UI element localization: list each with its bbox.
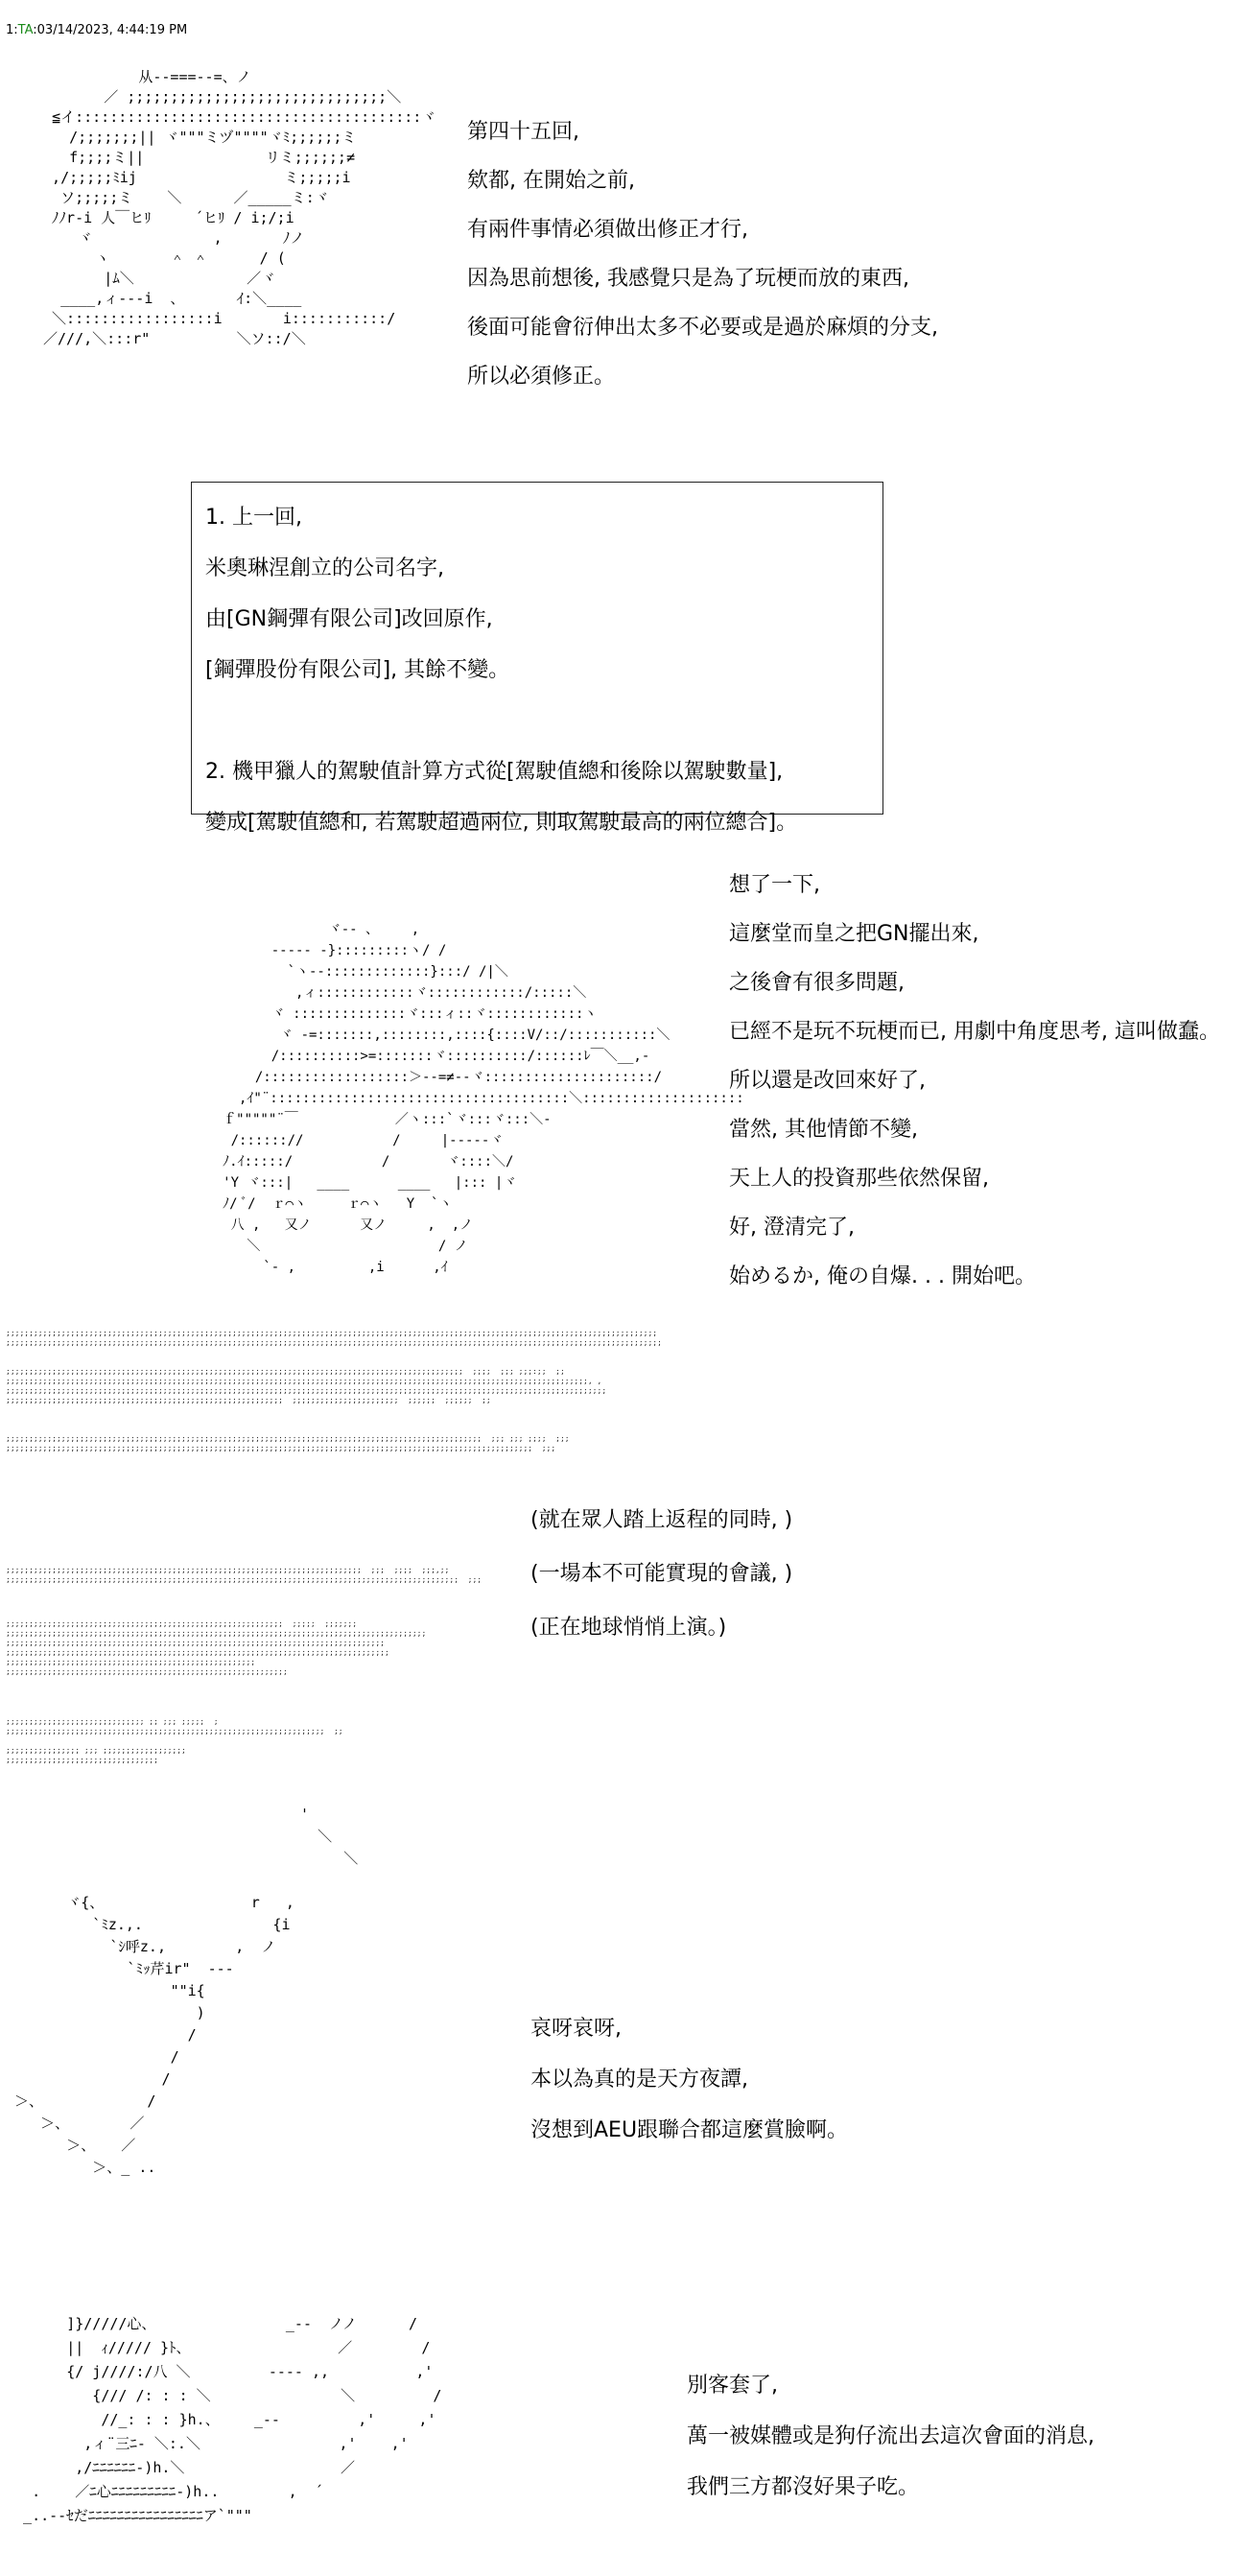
clarification-line: 這麼堂而皇之把GN擺出來, xyxy=(729,922,979,946)
dotted-scenery-art-4: ;;;;;;;;;;;;;;;;;;;;;;;;;;;;;; ;; ;;; ;;;;; ; ;;;;;;;;;;;;;;;;;;;;;;;;;;;;;;;;;;;;;;;;;;;;;;;;;;;;;;;;;;;;;;;;;;;;; ;; ;;;;;;;;;;;;;;;; ;;; ;;;;;;;;;;;;;;;;;; ;;;;;;;;;;;;;;;;;;;;;;;;;;;;;;;;; xyxy=(6,1717,343,1764)
ascii-art-character-4: ]}/////心、 _-- ノノ / || ｨ///// }ﾄ、 ／ / {/ j////:/八 ＼ ---- ,, ,' {/// /: : : ＼ ＼ / //_: : : }h.、 _-- ,' ,' ,ィ¨三ﾆ- ＼:.＼ ,' ,' ,/ﾆﾆﾆﾆﾆﾆ-)h.＼ ／ . ／ﾆ心ﾆﾆﾆﾆﾆﾆﾆﾆﾆ-)h.. , ´ _..--ｾだﾆﾆﾆﾆﾆﾆﾆﾆﾆﾆﾆﾆﾆﾆﾆﾆア`""" xyxy=(23,2315,442,2524)
dialogue-line: 沒想到AEU跟聯合都這麼賞臉啊。 xyxy=(530,2118,849,2142)
narration-line: (就在眾人踏上返程的同時, ) xyxy=(530,1508,793,1532)
ascii-art-character-1: 从--===--=、ノ ／ ;;;;;;;;;;;;;;;;;;;;;;;;;;;;;;＼ ≦イ::::::::::::::::::::::::::::::::::::::::ヾ /;;;;;;;|| ヾ"""ミヅ""""ヾﾐ;;;;;;ミ f;;;;ミ|| リミ;;;;;;≠ ,/;;;;;ﾐij ミ;;;;;i ソ;;;;;ミ ＼ ／_____ミ:ヾ ﾉﾉr-i 人￣ヒﾘ ´ヒﾘ / i;/;i ヾ , ﾉノ ヽ ＾ ＾ / ( |ﾑ＼ ／ヾ ____,ィ---i 、 ｲ:＼____ ＼:::::::::::::::::i i:::::::::::/ ／///,＼:::r" ＼ソ::/＼ xyxy=(43,68,436,347)
dialogue-line: 本以為真的是天方夜譚, xyxy=(530,2068,748,2092)
intro-line: 有兩件事情必須做出修正才行, xyxy=(467,218,748,242)
intro-line: 因為思前想後, 我感覺只是為了玩梗而放的東西, xyxy=(467,267,909,291)
dotted-scenery-art-1: ;;;;;;;;;;;;;;;;;;;;;;;;;;;;;;;;;;;;;;;;;;;;;;;;;;;;;;;;;;;;;;;;;;;;;;;;;;;;;;;;;;;;;;;;;;;;;;;;;;;;;;;;;;;;;;;;;;;;;;;;;;;;;;;;;;;;;;;;;;;;; ;;;;;;;;;;;;;;;;;;;;;;;;;;;;;;;;;;;;;;;;;;;;;;;;;;;;;;;;;;;;;;;;;;;;;;;;;;;;;;;;;;;;;;;;;;;;;;;;;;;;;;;;;;;;;;;;;;;;;;;;;;;;;;;;;;;;;;;;;;;;;; ;;;;;;;;;;;;;;;;;;;;;;;;;;;;;;;;;;;;;;;;;;;;;;;;;;;;;;;;;;;;;;;;;;;;;;;;;;;;;;;;;;;;;;;;;;;;;;;;;;; ;;;; ;;; ;;;:;; ;; ;;;;;;;;;;;;;;;;;;;;;;;;;;;;;;;;;;;;;;;;;;;;;;;;;;;;;;;;;;;;;;;;;;;;;;;;;;;;;;;;;;;;;;;;;;;;;;;;;;;;;;;;;;;;;;;;;;;;;;;;;;;;;;, , ;;;;;;;;;;;;;;;;;;;;;;;;;;;;;;;;;;;;;;;;;;;;;;;;;;;;;;;;;;;;;;;;;;;;;;;;;;;;;;;;;;;;;;;;;;;;;;;;;;;;;;;;;;;;;;;;;;;;;;;;;;;;;;;;;; ;;;;;;;;;;;;;;;;;;;;;;;;;;;;;;;;;;;;;;;;;;;;;;;;;;;;;;;;;;;; ;;;;;;;;;;;;;;;;;;;;;;; ;;;;;; ;;;;;; ;; ;;;;;;;;;;;;;;;;;;;;;;;;;;;;;;;;;;;;;;;;;;;;;;;;;;;;;;;;;;;;;;;;;;;;;;;;;;;;;;;;;;;;;;;;;;;;;;;;;;;;;;; ;;; ;;; ;;;; ;;; ;;;;;;;;;;;;;;;;;;;;;;;;;;;;;;;;;;;;;;;;;;;;;;;;;;;;;;;;;;;;;;;;;;;;;;;;;;;;;;;;;;;;;;;;;;;;;;;;;;;;;;;;;;;;;;;;;; ;;; xyxy=(6,1329,662,1453)
narration-text xyxy=(530,1494,792,1655)
notice-line: 由[GN鋼彈有限公司]改回原作, xyxy=(205,607,493,631)
post-author[interactable]: TA xyxy=(17,23,34,37)
notice-line xyxy=(205,696,797,746)
dotted-scenery-art-2: ;;;;;;;;;;;;;;;;;;;;;;;;;;;;;;;;;;;;;;;;;;;;;;;;;;;;;;;;;;;;;;;;;;;;;;;;;;;;; ;;; ;;;; ;;;,;; ;;;;;;;;;;;;;;;;;;;;;;;;;;;;;;;;;;;;;;;;;;;;;;;;;;;;;;;;;;;;;;;;;;;;;;;;;;;;;;;;;;;;;;;;;;;;;;;;;; ;;; xyxy=(6,1566,482,1584)
clarification-line: 之後會有很多問題, xyxy=(729,971,905,995)
dialogue-line: 我們三方都沒好果子吃。 xyxy=(687,2475,920,2499)
notice-line: 米奧琳涅創立的公司名字, xyxy=(205,556,444,580)
notice-line: 變成[駕駛值總和, 若駕駛超過兩位, 則取駕駛最高的兩位總合]。 xyxy=(205,811,798,835)
clarification-line: 始めるか, 俺の自爆. . . 開始吧。 xyxy=(729,1264,1036,1288)
clarification-text xyxy=(729,861,1220,1301)
clarification-line: 當然, 其他情節不變, xyxy=(729,1118,918,1142)
clarification-line: 已經不是玩不玩梗而已, 用劇中角度思考, 這叫做蠢。 xyxy=(729,1020,1220,1044)
dotted-scenery-art-3: ;;;;;;;;;;;;;;;;;;;;;;;;;;;;;;;;;;;;;;;;;;;;;;;;;;;;;;;;;;;; ;;;;; ;;;;;;; ;;;;;;;;;;;;;;;;;;;;;;;;;;;;;;;;;;;;;;;;;;;;;;;;;;;;;;;;;;;;;;;;;;;;;;;;;;;;;;;;;;;;;;;;;;; ;;;;;;;;;;;;;;;;;;;;;;;;;;;;;;;;;;;;;;;;;;;;;;;;;;;;;;;;;;;;;;;;;;;;;;;;;;;;;;;;;; ;;;;;;;;;;;;;;;;;;;;;;;;;;;;;;;;;;;;;;;;;;;;;;;;;;;;;;;;;;;;;;;;;;;;;;;;;;;;;;;;;;; ;;;;;;;;;;;;;;;;;;;;;;;;;;;;;;;;;;;;;;;;;;;;;;;;;;;;;; ;;;;;;;;;;;;;;;;;;;;;;;;;;;;;;;;;;;;;;;;;;;;;;;;;;;;;;;;;;;;; xyxy=(6,1619,427,1676)
post-index: 1 xyxy=(6,23,14,37)
correction-notice-box xyxy=(191,482,883,835)
narration-line: (正在地球悄悄上演。) xyxy=(530,1616,727,1640)
notice-line: [鋼彈股份有限公司], 其餘不變。 xyxy=(205,658,510,682)
intro-line: 所以必須修正。 xyxy=(467,365,616,389)
notice-line: 1. 上一回, xyxy=(205,506,302,530)
clarification-line: 好, 澄清完了, xyxy=(729,1216,855,1240)
dialogue-line: 別客套了, xyxy=(687,2374,778,2398)
clarification-line: 所以還是改回來好了, xyxy=(729,1069,926,1093)
intro-line: 後面可能會衍伸出太多不必要或是過於麻煩的分支, xyxy=(467,316,938,340)
clarification-line: 天上人的投資那些依然保留, xyxy=(729,1167,989,1191)
dialogue-line: 萬一被媒體或是狗仔流出去這次會面的消息, xyxy=(687,2424,1094,2448)
dialogue-line: 哀呀哀呀, xyxy=(530,2017,622,2041)
post-header: 1:TA:03/14/2023, 4:44:19 PM xyxy=(6,23,188,37)
intro-text xyxy=(467,107,938,401)
intro-line: 第四十五回, xyxy=(467,120,579,144)
notice-line: 2. 機甲獵人的駕駛值計算方式從[駕駛值總和後除以駕駛數量], xyxy=(205,760,784,784)
clarification-line: 想了一下, xyxy=(729,873,820,897)
dialogue-text-2 xyxy=(687,2360,1094,2513)
narration-line: (一場本不可能實現的會議, ) xyxy=(530,1562,793,1586)
intro-line: 欸都, 在開始之前, xyxy=(467,169,635,193)
ascii-art-character-3: ' ＼ ＼ ヾ{、 r , `ﾐz.,. {i `ｼ呼z., , ノ `ﾐｯ芹ir" --- ""i{ ) / / / ＞、 / ＞、 ／ ＞、 ／ ＞、_ .. xyxy=(14,1806,359,2176)
ascii-art-character-2: ヾ-- 、 , ----- -}:::::::::ヽ/ / `ヽ--:::::::::::::}:::/ /|＼ ,ィ::::::::::::ヾ::::::::::::/:::::＼ ヾ ::::::::::::::ヾ:::ィ::ヾ::::::::::::ヽ ヾ -=:::::::,::::::::,::::{::::V/::/:::::::::::＼ /::::::::::>=:::::::ヾ::::::::::/::::::ﾚ￣＼__,- /::::::::::::::::::＞--=≠--ヾ:::::::::::::::::::::/ ,ｲ"¨:::::::::::::::::::::::::::::::::::::＼:::::::::::::::::::: ｆ"""""¨￣ ／ヽ:::`ヾ:::ヾ:::＼- /::::::// / |-----ヾ ﾉ.ｲ:::::/ / ヾ::::＼/ 'Y ヾ:::| ____ ____ |::: |ヾ ﾉ/ ﾞ/ ｒ⌒ヽ ｒ⌒ヽ Y `ヽ 八 , 又ノ 又ノ , ,ノ ＼ / ノ `- , ,i ,ｲ xyxy=(223,922,744,1275)
correction-notice-body xyxy=(205,492,797,848)
dialogue-text-1 xyxy=(530,2003,848,2156)
post-datetime: :03/14/2023, 4:44:19 PM xyxy=(33,23,188,37)
